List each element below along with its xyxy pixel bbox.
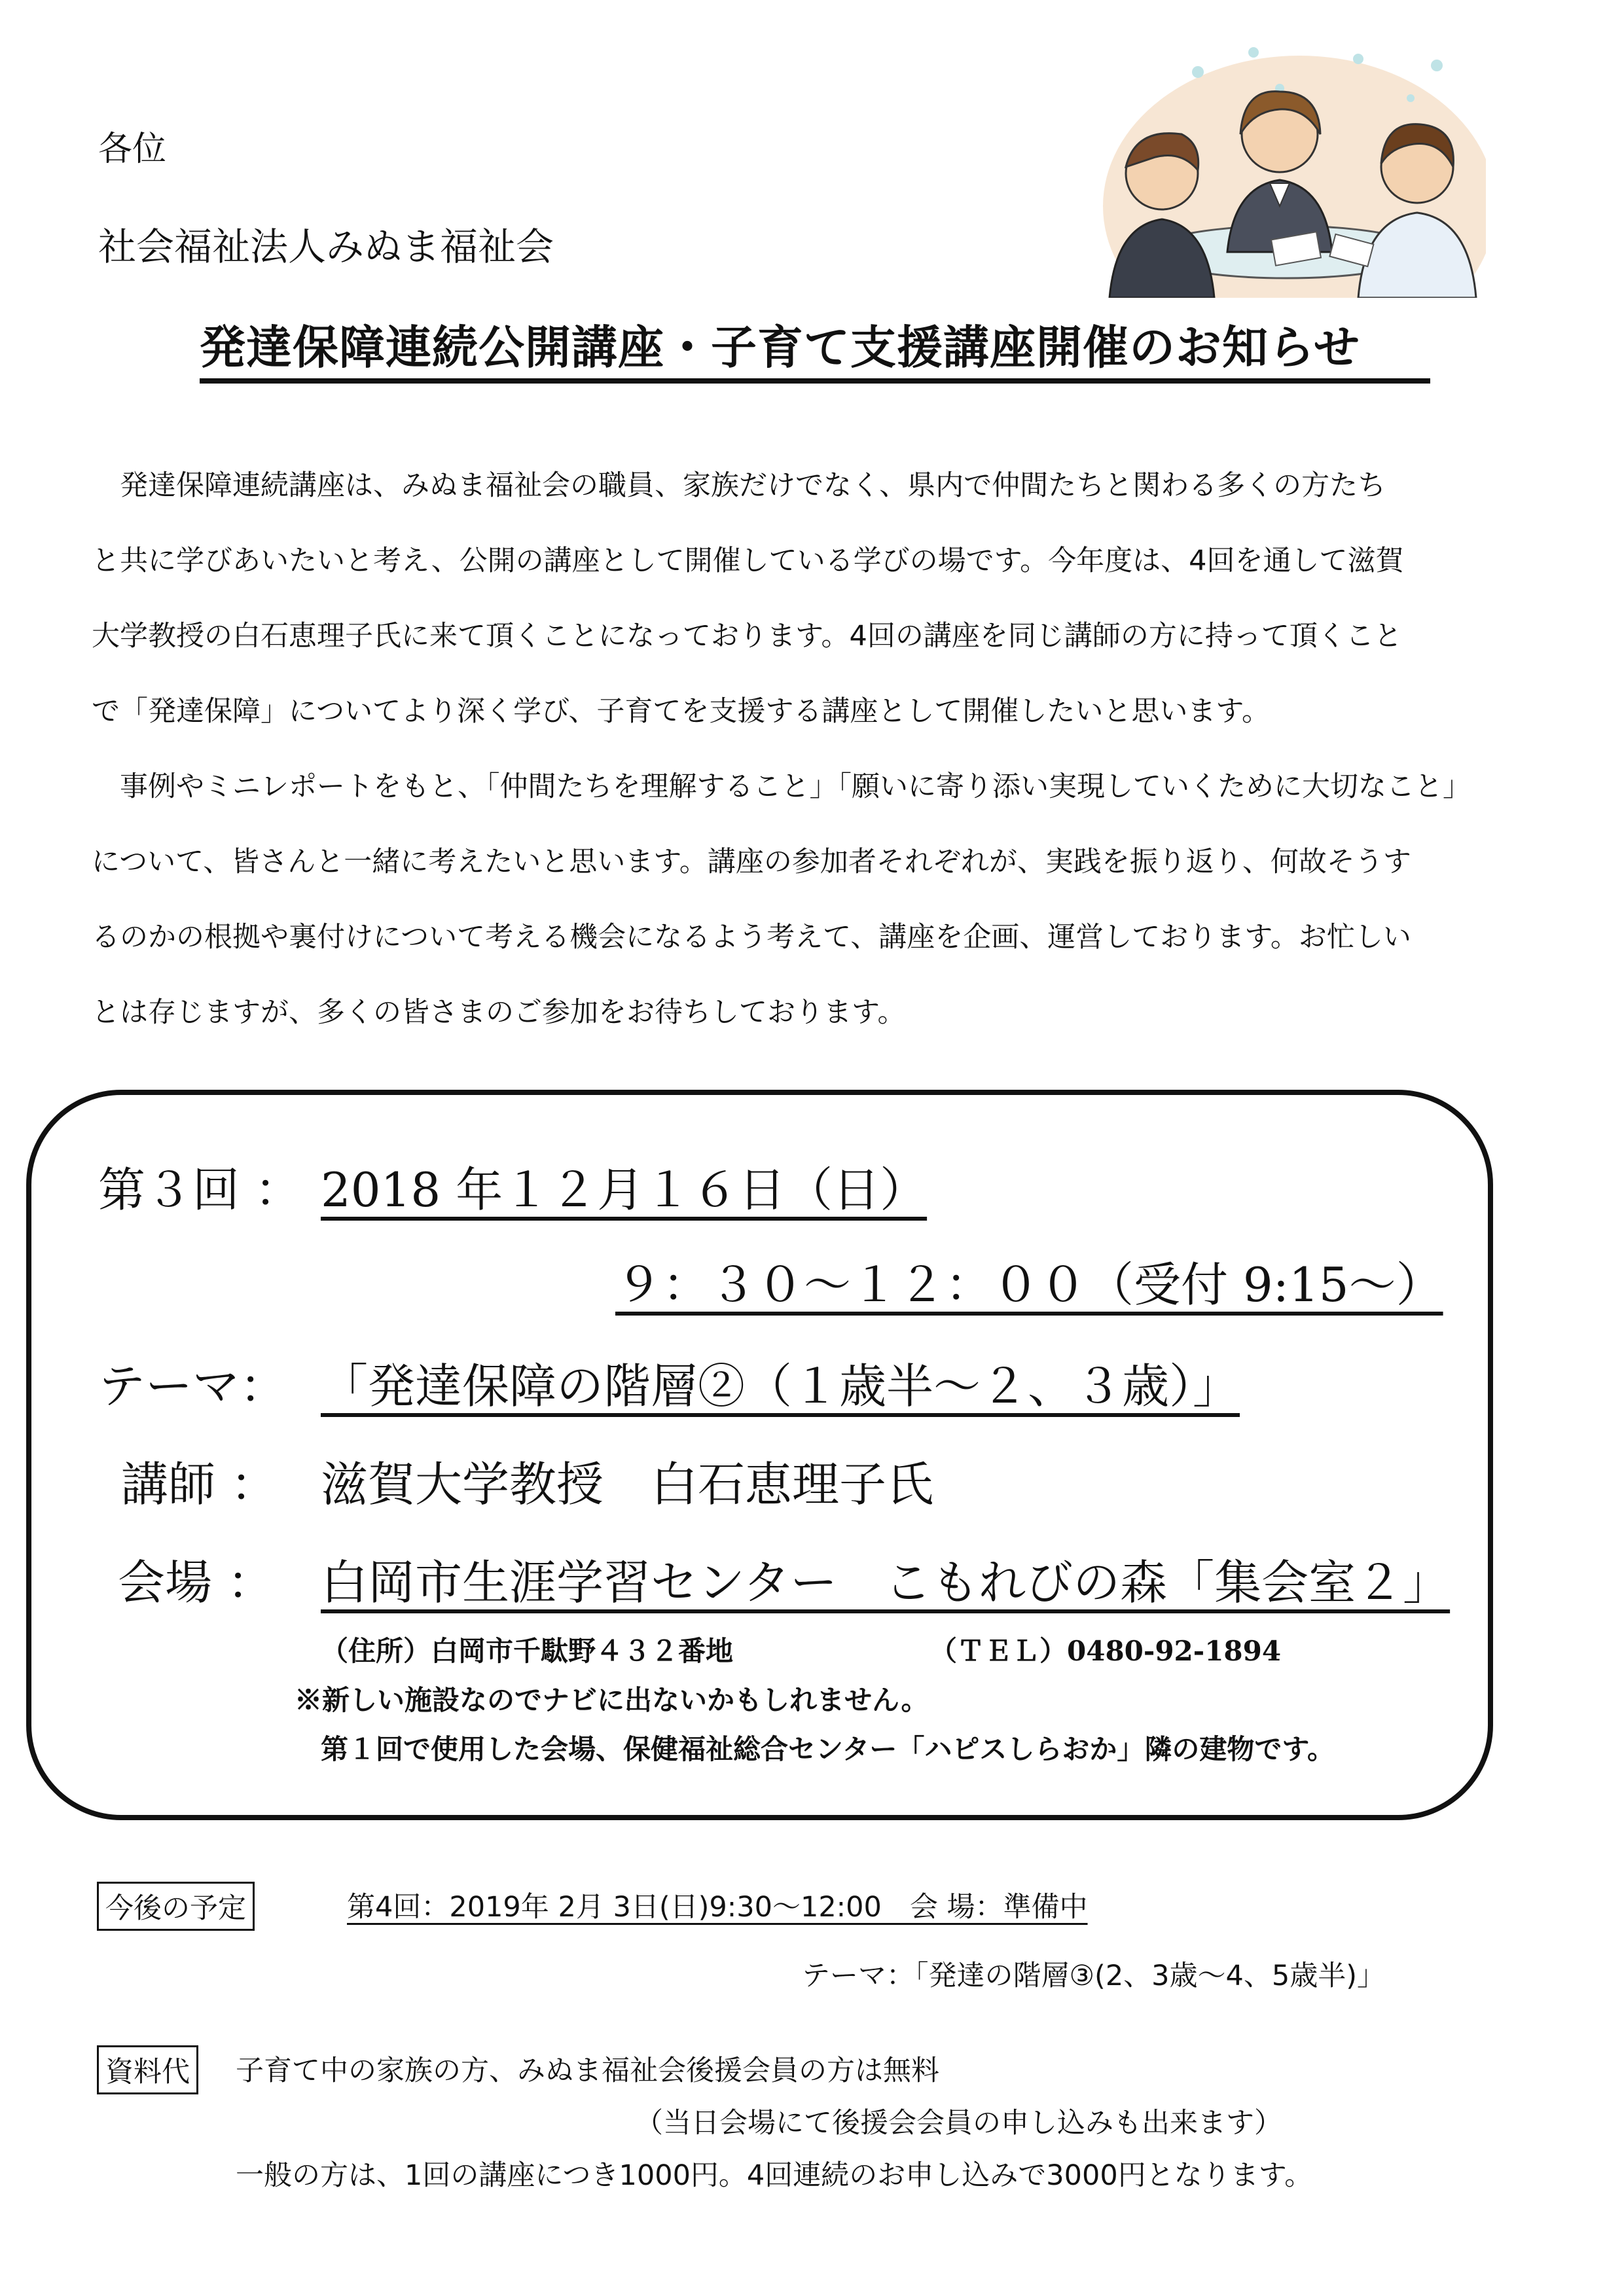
- venue-label: 会場 ：: [118, 1555, 274, 1610]
- page-title: 発達保障連続公開講座・子育て支援講座開催のお知らせ: [200, 321, 1360, 374]
- navigation-note: ※新しい施設なのでナビに出ないかもしれません。: [295, 1684, 929, 1716]
- material-fee-label: 資料代: [97, 2045, 198, 2094]
- organization-name: 社会福祉法人みぬま福祉会: [98, 224, 554, 269]
- intro-paragraph-2: [92, 749, 1479, 1050]
- lecturer-value: 滋賀大学教授 白石恵理子氏: [321, 1457, 934, 1512]
- recipient: 各位: [98, 130, 167, 169]
- theme-value: 「発達保障の階層②（１歳半～２、３歳）」: [321, 1359, 1240, 1414]
- paragraph-line: と共に学びあいたいと考え、公開の講座として開催している学びの場です。今年度は、4回を通して滋賀: [92, 545, 1404, 577]
- fee-membership-note: （当日会場にて後援会会員の申し込みも出来ます）: [635, 2107, 1282, 2140]
- future-session-4: 第4回：2019年 2月 3日(日)9:30～12:00 会 場：準備中: [347, 1891, 1088, 1924]
- paragraph-line: で「発達保障」についてより深く学び、子育てを支援する講座として開催したいと思います。: [92, 695, 1270, 728]
- session-date: 2018 年１２月１６日（日）: [321, 1162, 928, 1217]
- paragraph-line: とは存じますが、多くの皆さまのご参加をお待ちしております。: [92, 996, 906, 1029]
- venue-value: 白岡市生涯学習センター こもれびの森「集会室２」: [321, 1555, 1451, 1610]
- paragraph-line: 事例やミニレポートをもと、「仲間たちを理解すること」「願いに寄り添い実現していくために大切なこと」: [92, 770, 1471, 803]
- location-note: 第１回で使用した会場、保健福祉総合センター「ハピスしらおか」隣の建物です。: [321, 1733, 1335, 1765]
- lecturer-label: 講師 ：: [121, 1457, 278, 1512]
- title-underline: [200, 378, 1430, 384]
- paragraph-line: について、皆さんと一緒に考えたいと思います。講座の参加者それぞれが、実践を振り返り、何故そうす: [92, 846, 1411, 878]
- session-time: ９：３０～１２：００（受付 9:15～）: [615, 1257, 1443, 1312]
- fee-free-note: 子育て中の家族の方、みぬま福祉会後援会員の方は無料: [236, 2054, 939, 2087]
- session-label: 第３回 ：: [98, 1162, 302, 1217]
- future-schedule-label: 今後の予定: [97, 1882, 255, 1931]
- intro-paragraph-1: [92, 448, 1479, 749]
- theme-label: テーマ：: [98, 1359, 287, 1414]
- venue-tel: （ＴＥＬ）0480-92-1894: [929, 1635, 1282, 1667]
- paragraph-line: 大学教授の白石恵理子氏に来て頂くことになっております。4回の講座を同じ講師の方に持って頂くこと: [92, 620, 1402, 653]
- meeting-illustration: [1083, 36, 1486, 298]
- paragraph-line: 発達保障連続講座は、みぬま福祉会の職員、家族だけでなく、県内で仲間たちと関わる多くの方たち: [92, 469, 1386, 502]
- paragraph-line: るのかの根拠や裏付けについて考える機会になるよう考えて、講座を企画、運営しております。お忙しい: [92, 921, 1411, 954]
- venue-address: （住所）白岡市千駄野４３２番地: [321, 1635, 734, 1667]
- fee-general-note: 一般の方は、1回の講座につき1000円。4回連続のお申し込みで3000円となります。: [236, 2159, 1313, 2192]
- future-session-4-theme: テーマ：「発達の階層③(2、3歳～4、5歳半)」: [802, 1960, 1386, 1992]
